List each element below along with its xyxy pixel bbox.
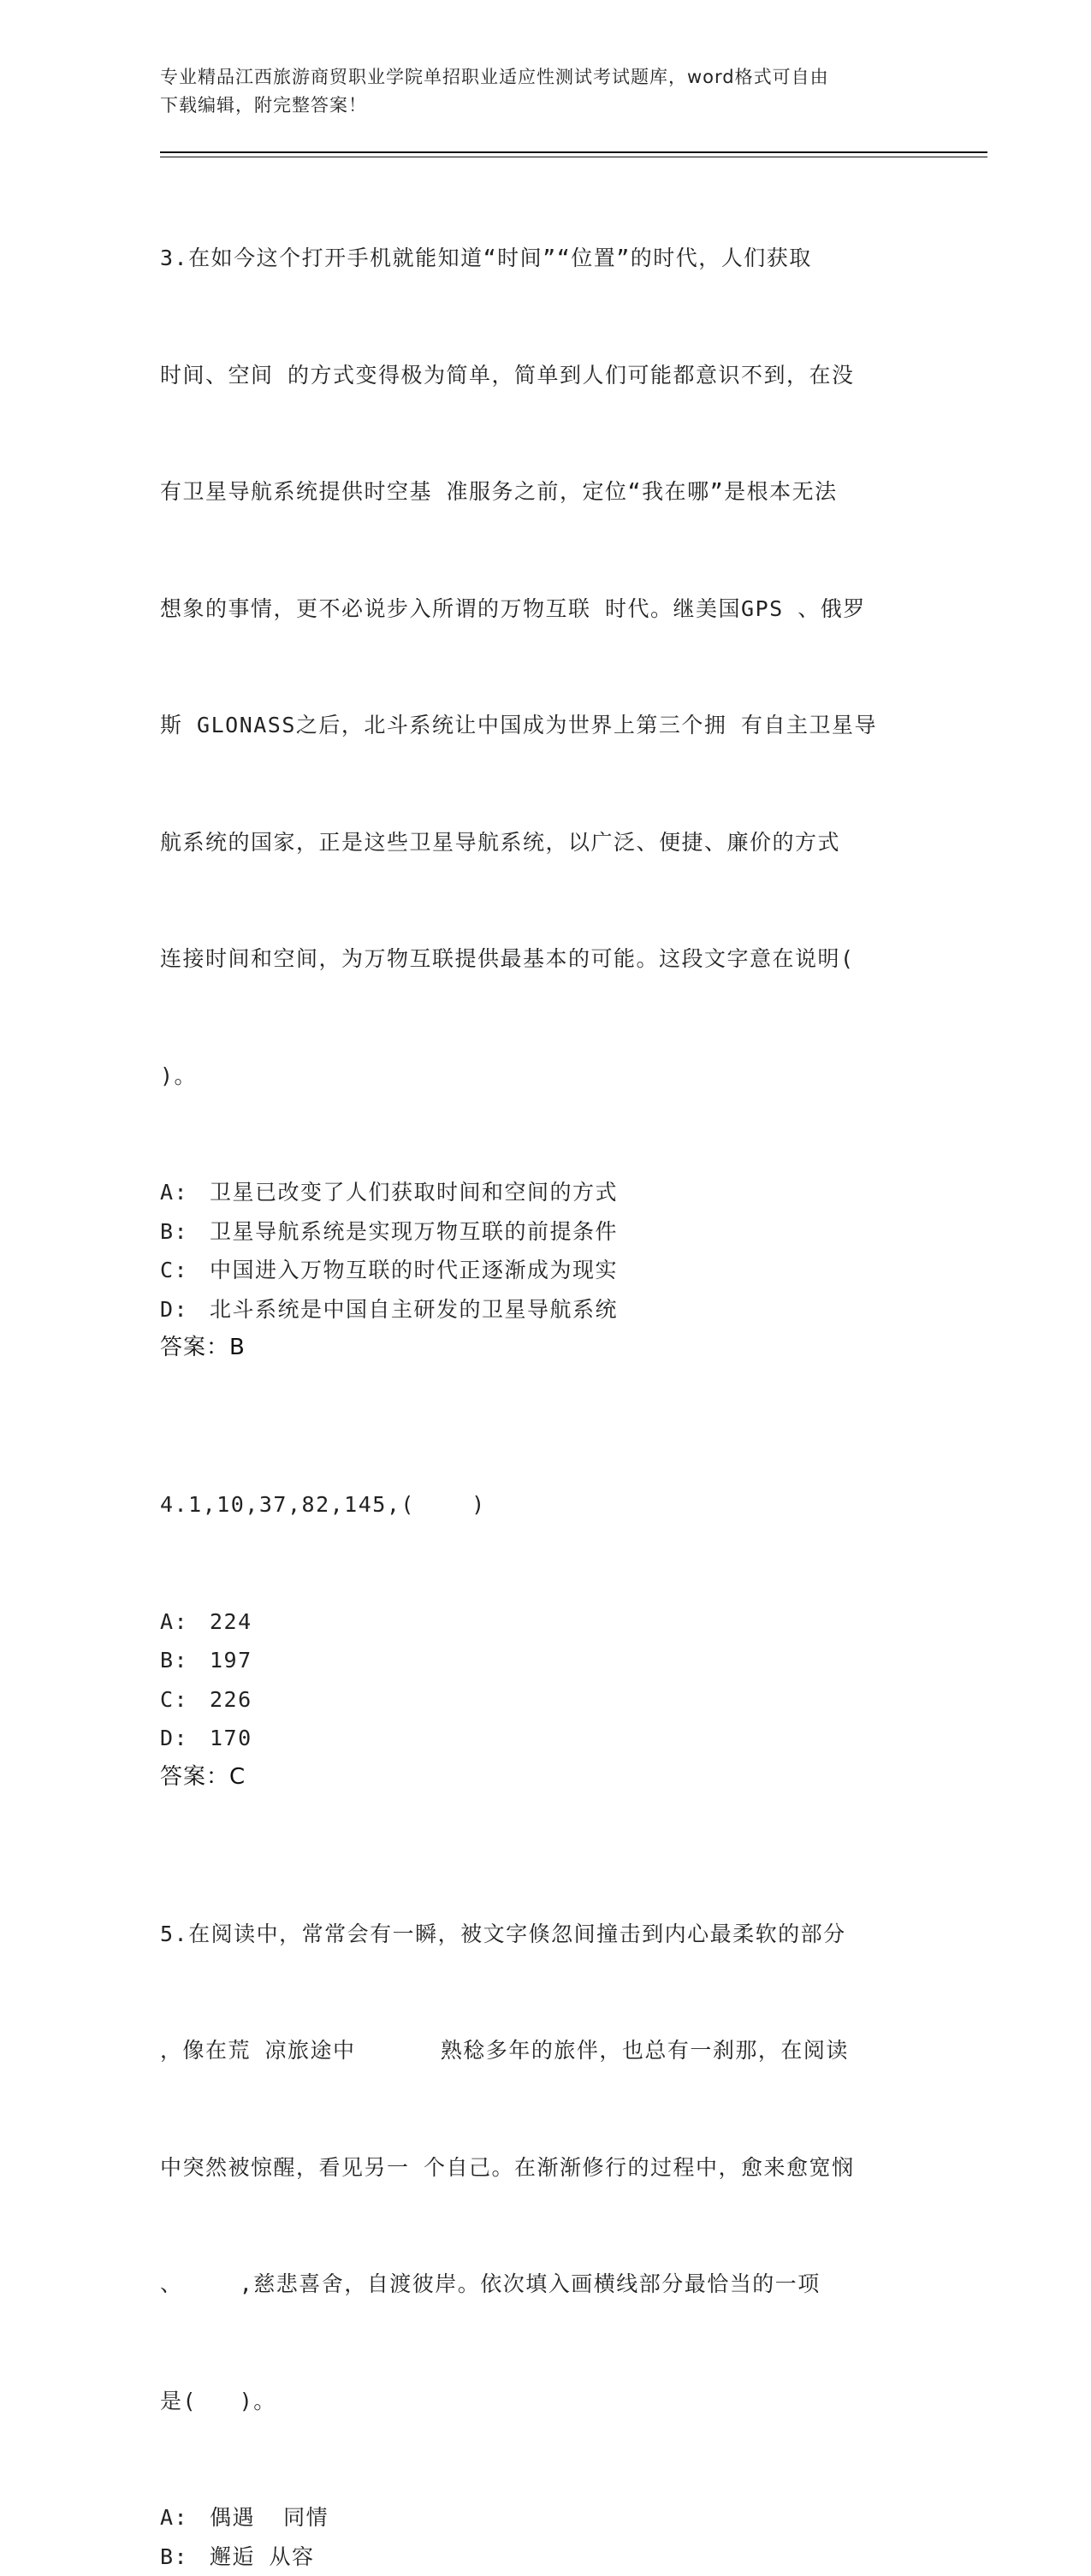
stem-line: 连接时间和空间，为万物互联提供最基本的可能。这段文字意在说明( <box>160 939 930 979</box>
stem-line: 中突然被惊醒，看见另一 个自己。在渐渐修行的过程中，愈来愈宽悯 <box>160 2148 930 2188</box>
question-4 <box>160 1407 930 1797</box>
stem-line: 是( )。 <box>160 2382 930 2421</box>
option-letter: B: <box>160 2538 210 2576</box>
option-text: 偶遇 同情 <box>210 2505 329 2530</box>
stem-line: 有卫星导航系统提供时空基 准服务之前，定位“我在哪”是根本无法 <box>160 472 930 512</box>
option-list <box>160 1602 930 1758</box>
option-d <box>160 1719 930 1758</box>
option-text: 北斗系统是中国自主研发的卫星导航系统 <box>210 1297 618 1322</box>
option-list <box>160 1173 930 1329</box>
question-5 <box>160 1837 930 2576</box>
option-letter: B: <box>160 1212 210 1252</box>
header-line-2: 下载编辑，附完整答案！ <box>160 92 913 120</box>
option-text: 卫星已改变了人们获取时间和空间的方式 <box>210 1180 618 1205</box>
option-a <box>160 1173 930 1212</box>
option-letter: C: <box>160 1251 210 1290</box>
option-letter: B: <box>160 1641 210 1680</box>
option-letter: D: <box>160 1290 210 1329</box>
question-stem <box>160 1407 930 1602</box>
option-b <box>160 1212 930 1252</box>
option-text: 卫星导航系统是实现万物互联的前提条件 <box>210 1219 618 1244</box>
option-letter: A: <box>160 1602 210 1642</box>
option-text: 197 <box>210 1648 252 1673</box>
stem-line: 斯 GLONASS之后，北斗系统让中国成为世界上第三个拥 有自主卫星导 <box>160 706 930 745</box>
question-3 <box>160 161 930 1367</box>
answer-line: 答案：B <box>160 1329 930 1367</box>
answer-line: 答案：C <box>160 1758 930 1797</box>
option-letter: D: <box>160 1719 210 1758</box>
spacer <box>160 1367 930 1407</box>
option-letter: C: <box>160 1680 210 1720</box>
option-text: 224 <box>210 1609 252 1634</box>
option-text: 226 <box>210 1687 252 1712</box>
option-c <box>160 1680 930 1720</box>
question-list <box>160 161 930 2576</box>
stem-line: 5.在阅读中，常常会有一瞬，被文字倏忽间撞击到内心最柔软的部分 <box>160 1915 930 1954</box>
stem-line: 时间、空间 的方式变得极为简单，简单到人们可能都意识不到，在没 <box>160 356 930 395</box>
stem-line: 航系统的国家，正是这些卫星导航系统，以广泛、便捷、廉价的方式 <box>160 823 930 862</box>
option-b <box>160 1641 930 1680</box>
option-a <box>160 1602 930 1642</box>
question-stem <box>160 1837 930 2499</box>
option-b <box>160 2538 930 2576</box>
option-text: 中国进入万物互联的时代正逐渐成为现实 <box>210 1258 618 1282</box>
stem-line: 3.在如今这个打开手机就能知道“时间”“位置”的时代，人们获取 <box>160 239 930 278</box>
header-rule-thick <box>160 151 987 153</box>
header-line-1: 专业精品江西旅游商贸职业学院单招职业适应性测试考试题库，word格式可自由 <box>160 63 913 92</box>
option-a <box>160 2498 930 2538</box>
spacer <box>160 1797 930 1837</box>
option-list <box>160 2498 930 2576</box>
question-stem <box>160 161 930 1173</box>
document-header <box>160 63 913 120</box>
stem-line: ，像在荒 凉旅途中 熟稔多年的旅伴，也总有一刹那，在阅读 <box>160 2031 930 2070</box>
stem-line: )。 <box>160 1057 930 1096</box>
option-c <box>160 1251 930 1290</box>
option-letter: A: <box>160 1173 210 1212</box>
option-d <box>160 1290 930 1329</box>
stem-line: 、 ,慈悲喜舍，自渡彼岸。依次填入画横线部分最恰当的一项 <box>160 2265 930 2304</box>
option-text: 邂逅 从容 <box>210 2544 315 2569</box>
option-letter: A: <box>160 2498 210 2538</box>
stem-line: 想象的事情，更不必说步入所谓的万物互联 时代。继美国GPS 、俄罗 <box>160 589 930 629</box>
stem-line: 4.1,10,37,82,145,( ) <box>160 1485 930 1525</box>
option-text: 170 <box>210 1726 252 1750</box>
